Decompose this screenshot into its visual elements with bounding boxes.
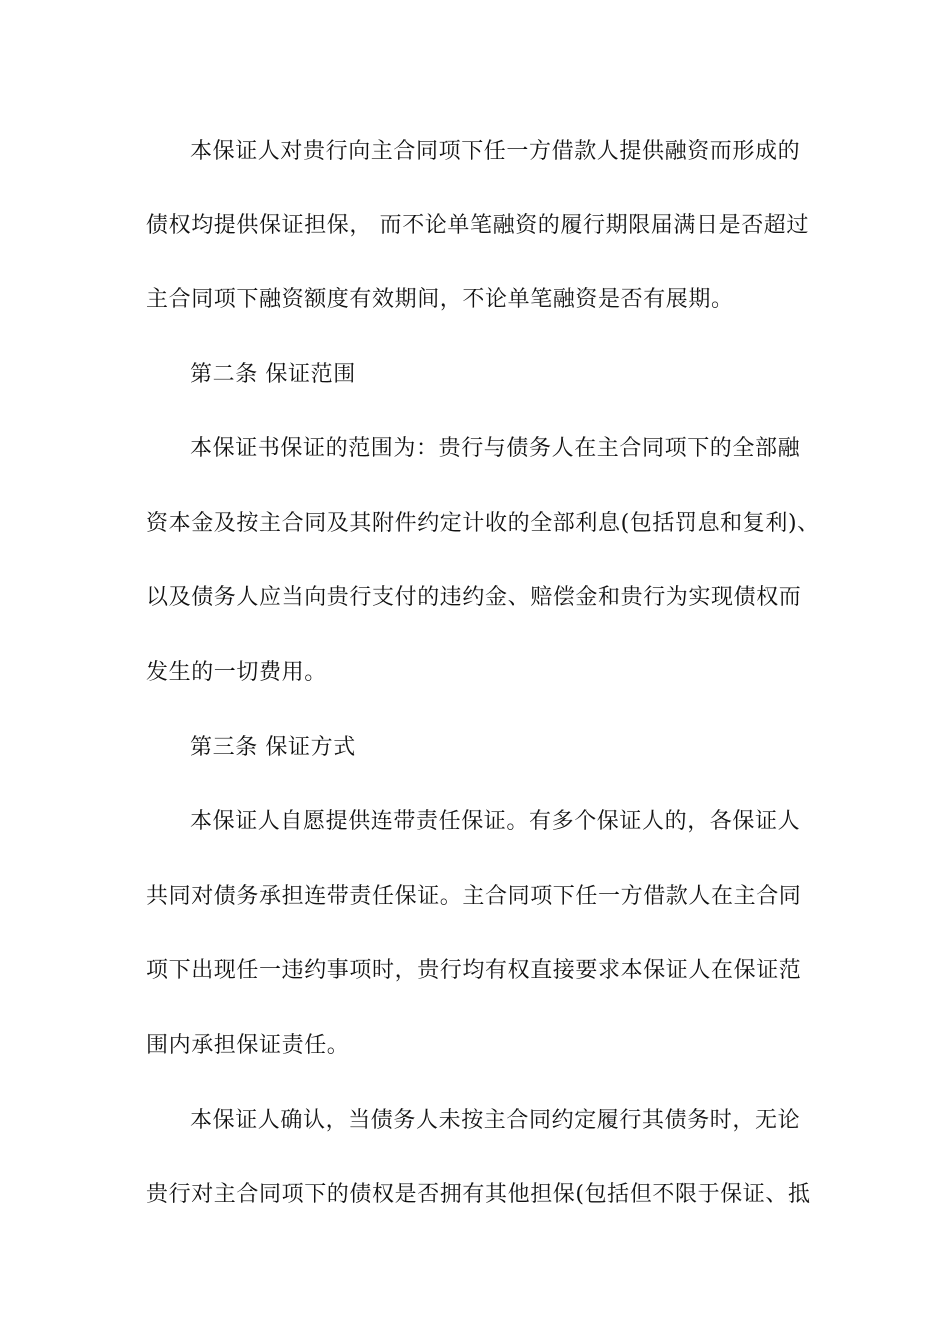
paragraph-line: 以及债务人应当向贵行支付的违约金、赔偿金和贵行为实现债权而: [146, 585, 802, 610]
paragraph-line: 资本金及按主合同及其附件约定计收的全部利息(包括罚息和复利)、: [146, 511, 820, 536]
paragraph-line: 债权均提供保证担保， 而不论单笔融资的履行期限届满日是否超过: [146, 213, 809, 238]
paragraph-line: 主合同项下融资额度有效期间，不论单笔融资是否有展期。: [146, 287, 734, 312]
paragraph-line: 发生的一切费用。: [146, 660, 327, 685]
paragraph-line: 围内承担保证责任。: [146, 1033, 350, 1058]
paragraph-line: 贵行对主合同项下的债权是否拥有其他担保(包括但不限于保证、抵: [146, 1182, 811, 1207]
paragraph-line: 共同对债务承担连带责任保证。主合同项下任一方借款人在主合同: [146, 884, 802, 909]
paragraph-line: 本保证人确认，当债务人未按主合同约定履行其债务时，无论: [190, 1108, 801, 1133]
section-heading: 第三条 保证方式: [190, 735, 356, 760]
paragraph-line: 本保证书保证的范围为：贵行与债务人在主合同项下的全部融: [190, 436, 801, 461]
section-heading: 第二条 保证范围: [190, 362, 356, 387]
paragraph-line: 本保证人对贵行向主合同项下任一方借款人提供融资而形成的: [190, 139, 801, 164]
paragraph-line: 本保证人自愿提供连带责任保证。有多个保证人的，各保证人: [190, 809, 801, 834]
paragraph-line: 项下出现任一违约事项时，贵行均有权直接要求本保证人在保证范: [146, 958, 802, 983]
